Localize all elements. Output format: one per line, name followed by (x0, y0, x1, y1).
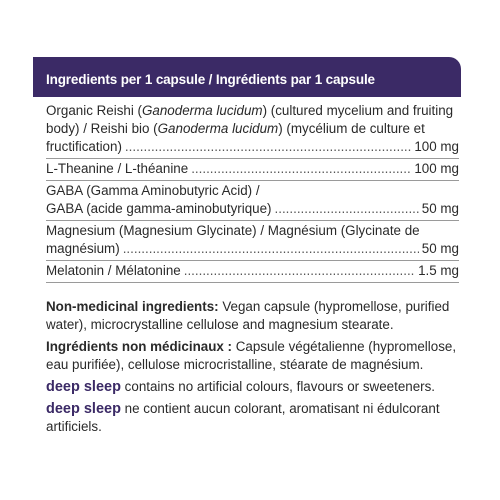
ingredient-line (46, 200, 459, 218)
claim-fr (46, 400, 459, 436)
ingredient-text: body) / Reishi bio ( (46, 121, 158, 136)
dot-leader (275, 200, 419, 218)
ingredient-line (46, 120, 459, 138)
ingredient-amount: 1.5 mg (418, 263, 459, 278)
latin-name: Ganoderma lucidum (157, 121, 279, 136)
dot-leader (191, 160, 411, 178)
dot-leader (125, 138, 411, 156)
ingredient-text: Organic Reishi ( (46, 103, 142, 118)
claim-text: contains no artificial colours, flavours or sweeteners. (120, 379, 436, 394)
ingredient-text: Melatonin / Mélatonine (46, 263, 181, 278)
ingredient-text: L-Theanine / L-théanine (46, 161, 189, 176)
claim-en (46, 378, 459, 396)
brand-name: deep sleep (46, 379, 121, 395)
ingredient-line: GABA (Gamma Aminobutyric Acid) / (46, 183, 260, 198)
ingredient-text: ) (cultured mycelium and fruiting (262, 103, 454, 118)
ingredient-row-gaba (46, 181, 459, 221)
non-medicinal-ingredients-fr (46, 338, 459, 374)
note-text: Vegan capsule (hypromellose, purified water), microcrystalline cellulose and magnesium stearate. (46, 299, 450, 332)
ingredient-amount: 50 mg (421, 241, 459, 256)
ingredient-row-theanine (46, 159, 459, 181)
latin-name: Ganoderma lucidum (142, 103, 263, 118)
ingredient-line: Magnesium (Magnesium Glycinate) / Magnésium (Glycinate de (46, 223, 420, 238)
ingredient-line (46, 160, 459, 178)
ingredient-text: magnésium) (46, 241, 120, 256)
ingredient-amount: 100 mg (414, 161, 459, 176)
ingredient-amount: 50 mg (421, 201, 459, 216)
ingredient-row-reishi (46, 101, 459, 159)
ingredient-row-magnesium (46, 221, 459, 261)
dot-leader (123, 240, 419, 258)
note-text: Capsule végétalienne (hypromellose, eau purifiée), cellulose microcristalline, stéarate de magnésium. (46, 339, 457, 372)
ingredient-line (46, 102, 459, 120)
ingredient-amount: 100 mg (414, 139, 459, 154)
ingredients-list (46, 101, 459, 283)
notes-section (46, 298, 459, 440)
ingredients-header (33, 57, 461, 97)
ingredient-line (46, 138, 459, 156)
brand-name: deep sleep (46, 401, 121, 417)
non-medicinal-ingredients-en (46, 298, 459, 334)
note-label: Ingrédients non médicinaux : (46, 339, 233, 354)
ingredient-line (46, 240, 459, 258)
note-label: Non-medicinal ingredients: (46, 299, 219, 314)
ingredients-header-title: Ingredients per 1 capsule / Ingrédients par 1 capsule (46, 72, 375, 87)
dot-leader (184, 262, 415, 280)
ingredient-row-melatonin (46, 261, 459, 283)
claim-text: ne contient aucun colorant, aromatisant ni édulcorant artificiels. (46, 401, 440, 434)
ingredient-text: fructification) (46, 139, 122, 154)
ingredient-line (46, 262, 459, 280)
ingredient-text: ) (mycélium de culture et (278, 121, 425, 136)
ingredient-text: GABA (acide gamma-aminobutyrique) (46, 201, 272, 216)
